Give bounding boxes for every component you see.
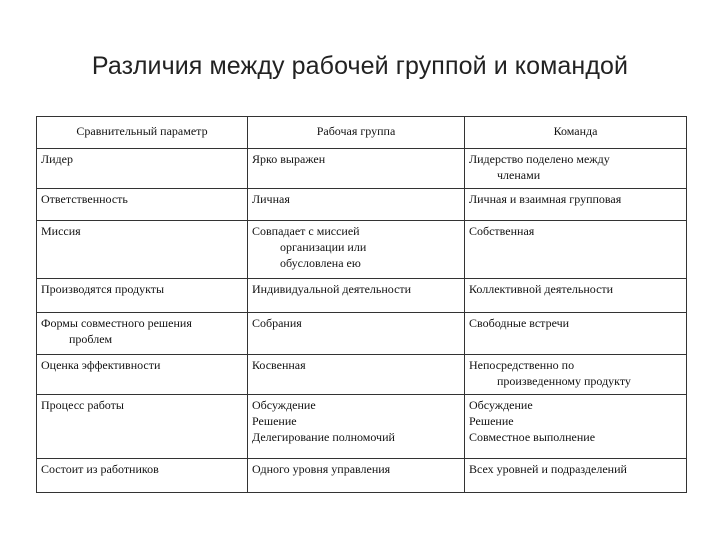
cell-team bbox=[465, 313, 687, 355]
cell-line: Делегирование полномочий bbox=[252, 430, 395, 444]
cell-line: Решение bbox=[469, 414, 514, 428]
table-header-row bbox=[37, 117, 687, 149]
table-row bbox=[37, 355, 687, 395]
cell-group bbox=[248, 459, 465, 493]
cell-line: Формы совместного решения bbox=[41, 316, 192, 330]
table-body bbox=[37, 149, 687, 493]
header-team: Команда bbox=[465, 117, 687, 149]
header-group: Рабочая группа bbox=[248, 117, 465, 149]
cell-line: организации или bbox=[280, 240, 367, 254]
cell-line: Оценка эффективности bbox=[41, 358, 161, 372]
cell-line: Ярко выражен bbox=[252, 152, 326, 166]
cell-param bbox=[37, 459, 248, 493]
cell-line: Индивидуальной деятельности bbox=[252, 282, 412, 296]
cell-line: Одного уровня управления bbox=[252, 462, 391, 476]
comparison-table bbox=[36, 116, 687, 493]
cell-line: Производятся продукты bbox=[41, 282, 165, 296]
cell-group bbox=[248, 221, 465, 279]
cell-param bbox=[37, 355, 248, 395]
cell-line: Свободные встречи bbox=[469, 316, 570, 330]
cell-line: Решение bbox=[252, 414, 297, 428]
cell-line: Обсуждение bbox=[252, 398, 316, 412]
cell-line: Собрания bbox=[252, 316, 302, 330]
cell-line: Обсуждение bbox=[469, 398, 533, 412]
cell-group bbox=[248, 313, 465, 355]
cell-line: Всех уровней и подразделений bbox=[469, 462, 627, 476]
cell-line: Миссия bbox=[41, 224, 81, 238]
cell-team bbox=[465, 355, 687, 395]
cell-line: Процесс работы bbox=[41, 398, 124, 412]
cell-line: произведенному продукту bbox=[497, 374, 631, 388]
cell-line: Личная bbox=[252, 192, 290, 206]
cell-param bbox=[37, 149, 248, 189]
cell-team bbox=[465, 221, 687, 279]
table-row bbox=[37, 189, 687, 221]
cell-group bbox=[248, 149, 465, 189]
cell-line: Состоит из работников bbox=[41, 462, 159, 476]
cell-param bbox=[37, 279, 248, 313]
cell-group bbox=[248, 395, 465, 459]
cell-line: Косвенная bbox=[252, 358, 306, 372]
header-param: Сравнительный параметр bbox=[37, 117, 248, 149]
page-title: Различия между рабочей группой и командой bbox=[91, 52, 629, 80]
cell-line: Совпадает с миссией bbox=[252, 224, 360, 238]
cell-line: Лидерство поделено между bbox=[469, 152, 610, 166]
cell-param bbox=[37, 221, 248, 279]
cell-line: обусловлена ею bbox=[280, 256, 361, 270]
cell-param bbox=[37, 313, 248, 355]
cell-param bbox=[37, 395, 248, 459]
cell-line: Коллективной деятельности bbox=[469, 282, 614, 296]
cell-team bbox=[465, 459, 687, 493]
table-row bbox=[37, 279, 687, 313]
cell-team bbox=[465, 279, 687, 313]
cell-team bbox=[465, 395, 687, 459]
cell-line: Личная и взаимная групповая bbox=[469, 192, 622, 206]
table-row bbox=[37, 149, 687, 189]
cell-line: Совместное выполнение bbox=[469, 430, 596, 444]
cell-group bbox=[248, 189, 465, 221]
cell-line: Ответственность bbox=[41, 192, 128, 206]
cell-team bbox=[465, 149, 687, 189]
table-row bbox=[37, 221, 687, 279]
table-row bbox=[37, 459, 687, 493]
cell-param bbox=[37, 189, 248, 221]
cell-group bbox=[248, 279, 465, 313]
cell-line: Непосредственно по bbox=[469, 358, 575, 372]
cell-line: членами bbox=[497, 168, 541, 182]
cell-line: проблем bbox=[69, 332, 113, 346]
table-row bbox=[37, 313, 687, 355]
cell-line: Лидер bbox=[41, 152, 73, 166]
cell-group bbox=[248, 355, 465, 395]
cell-team bbox=[465, 189, 687, 221]
table-row bbox=[37, 395, 687, 459]
cell-line: Собственная bbox=[469, 224, 535, 238]
